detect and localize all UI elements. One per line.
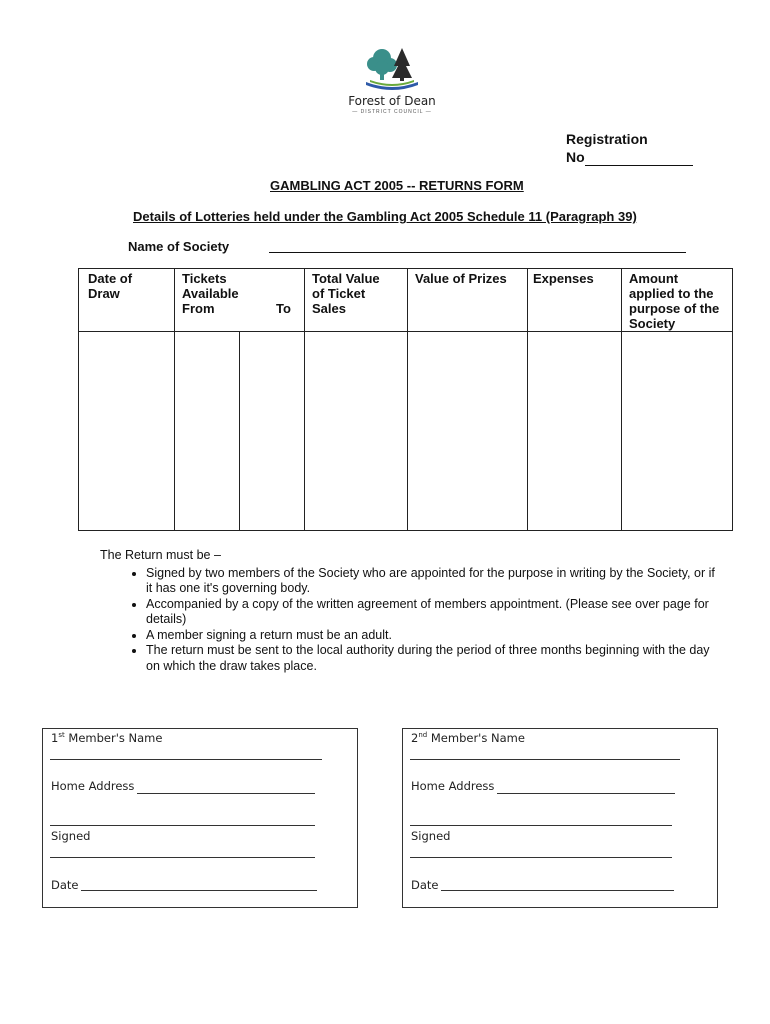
notes-intro: The Return must be – <box>100 548 221 562</box>
requirements-list <box>100 566 720 675</box>
tree-logo-icon <box>360 44 424 94</box>
member2-signed-field[interactable] <box>410 843 672 858</box>
list-item: • Accompanied by a copy of the written agreement of members appointment. (Please see over page for details) <box>146 597 720 628</box>
member2-date-field[interactable] <box>441 876 674 891</box>
header-tickets-from: From <box>182 301 215 316</box>
member2-address-field[interactable] <box>497 779 675 794</box>
header-value-of-prizes: Value of Prizes <box>415 271 507 286</box>
header-tickets-to: To <box>276 301 291 316</box>
member2-address-label: Home Address <box>411 779 495 793</box>
member2-name-field[interactable] <box>410 745 680 760</box>
logo-name: Forest of Dean <box>348 94 436 108</box>
registration-label: Registration <box>566 131 648 147</box>
member1-name-label: 1st Member's Name <box>51 731 163 745</box>
table-column-divider <box>174 269 175 530</box>
registration-block <box>566 130 693 166</box>
list-item: • Signed by two members of the Society who are appointed for the purpose in writing by the Society, or if it has one it's governing body. <box>146 566 720 597</box>
council-logo <box>342 44 442 124</box>
society-name-field[interactable] <box>269 238 686 253</box>
table-column-divider <box>621 269 622 530</box>
header-amount-applied: Amount applied to the purpose of the Society <box>629 271 720 331</box>
member1-address-label: Home Address <box>51 779 135 793</box>
table-column-divider <box>527 269 528 530</box>
member2-address-field-2[interactable] <box>410 811 672 826</box>
member1-signed-field[interactable] <box>50 843 315 858</box>
table-column-divider <box>407 269 408 530</box>
first-member-box <box>42 728 358 908</box>
list-item: • The return must be sent to the local authority during the period of three months beginning with the day on which the draw takes place. <box>146 643 720 674</box>
header-expenses: Expenses <box>533 271 594 286</box>
member1-date-label: Date <box>51 878 79 892</box>
table-column-divider <box>304 269 305 530</box>
member2-name-label: 2nd Member's Name <box>411 731 525 745</box>
form-title: GAMBLING ACT 2005 -- RETURNS FORM <box>270 178 524 193</box>
logo-subtitle: — DISTRICT COUNCIL — <box>352 109 432 115</box>
header-tickets-available: Tickets Available From To <box>182 271 291 316</box>
list-item: • A member signing a return must be an adult. <box>146 628 720 644</box>
member1-name-field[interactable] <box>50 745 322 760</box>
registration-no-label: No <box>566 149 585 165</box>
member1-date-field[interactable] <box>81 876 317 891</box>
header-total-value: Total Value of Ticket Sales <box>312 271 380 316</box>
member2-date-label: Date <box>411 878 439 892</box>
member2-signed-label: Signed <box>411 829 451 843</box>
registration-no-field[interactable] <box>585 151 693 166</box>
return-requirements <box>100 548 720 674</box>
second-member-box <box>402 728 718 908</box>
table-column-divider <box>239 331 240 530</box>
header-date-of-draw: Date of Draw <box>88 271 133 301</box>
member1-address-field[interactable] <box>137 779 315 794</box>
member1-signed-label: Signed <box>51 829 91 843</box>
form-subtitle: Details of Lotteries held under the Gambling Act 2005 Schedule 11 (Paragraph 39) <box>133 209 637 224</box>
returns-table <box>78 268 733 531</box>
society-name-label: Name of Society <box>128 239 230 254</box>
table-header-divider <box>79 331 732 332</box>
member1-address-field-2[interactable] <box>50 811 315 826</box>
